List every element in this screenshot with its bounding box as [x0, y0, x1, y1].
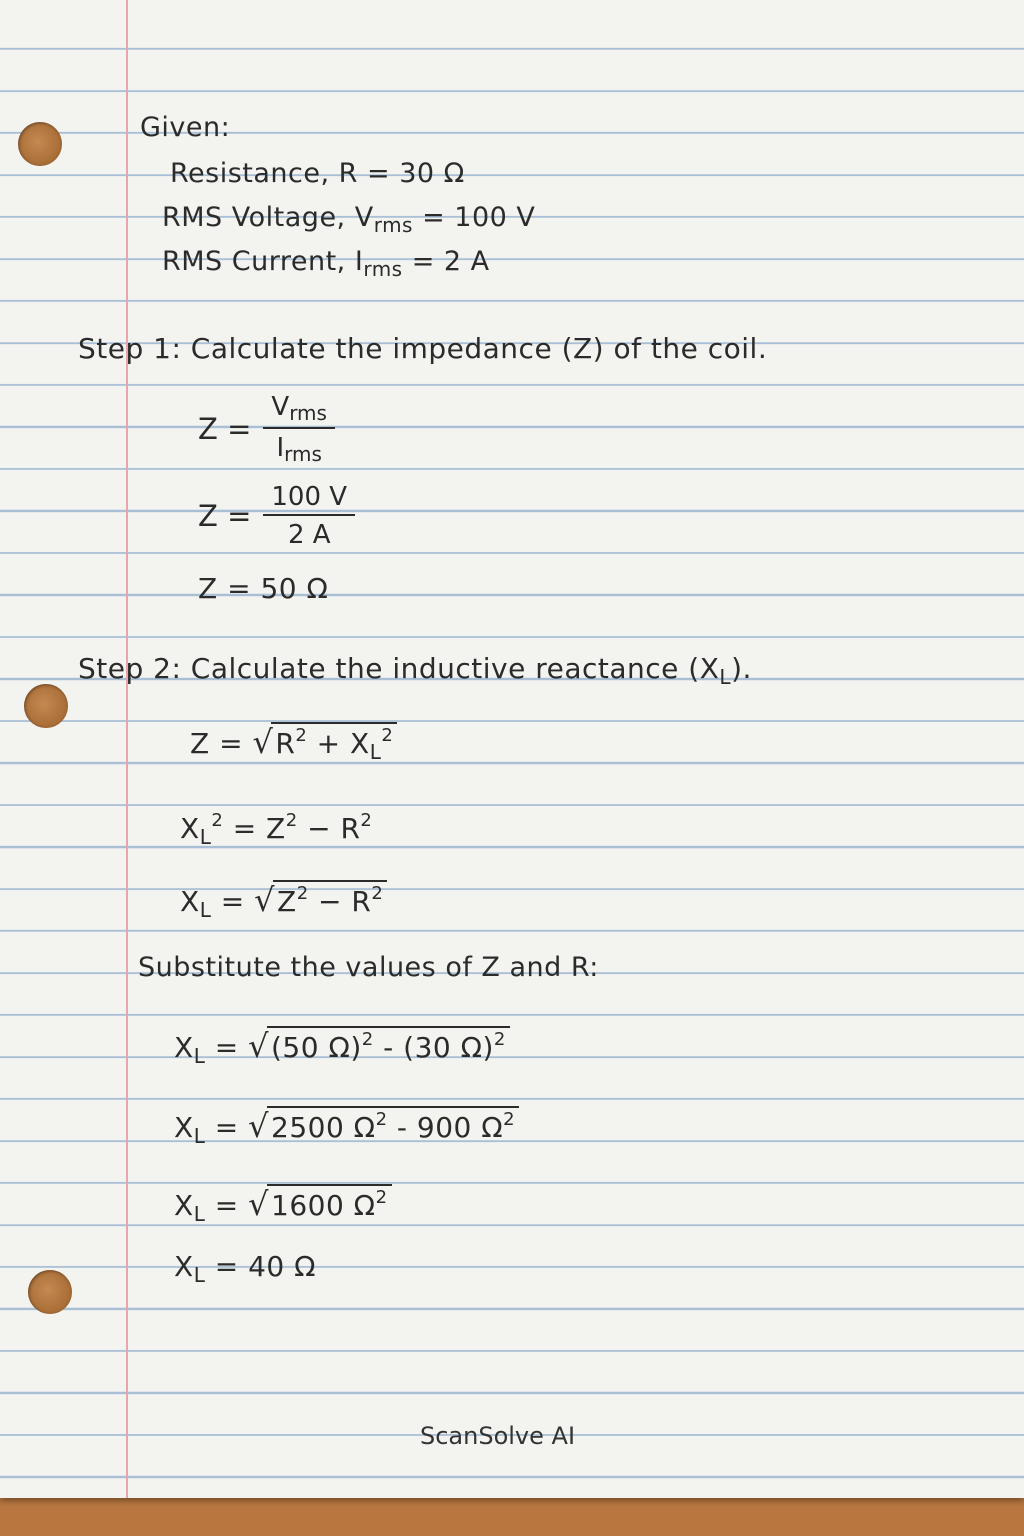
substitution-line-1: $X_L = √(50$ Ω)$^2$ - (30 Ω)$^2$	[174, 1026, 510, 1068]
substitution-line-2: $X_L = √2500$ $\Omega^2 - 900$ $\Omega^2$	[174, 1106, 519, 1148]
impedance-lhs-2: Z =	[198, 499, 252, 533]
fraction-numerator-2: 100 V	[263, 482, 355, 516]
sqrt-icon: √	[254, 881, 275, 919]
punch-hole-middle	[24, 684, 68, 728]
impedance-substitution	[198, 482, 355, 550]
sqrt-icon: √	[248, 1027, 269, 1065]
punch-hole-top	[18, 122, 62, 166]
given-resistance: Resistance, R = 30 Ω	[170, 158, 465, 189]
step1-heading: Step 1: Calculate the impedance (Z) of the coil.	[78, 332, 768, 365]
punch-hole-bottom	[28, 1270, 72, 1314]
margin-line	[126, 0, 128, 1498]
given-title: Given:	[140, 112, 231, 143]
impedance-lhs: Z =	[198, 412, 252, 446]
step2-heading: Step 2: Calculate the inductive reactance $(X_L)$.	[78, 652, 752, 689]
reactance-result: $X_L = 40$ Ω	[174, 1250, 317, 1287]
impedance-result: Z = 50 Ω	[198, 572, 329, 605]
reactance-squared-formula: $X_L^2 = Z^2 - R^2$	[180, 810, 373, 849]
footer-brand: ScanSolve AI	[420, 1422, 576, 1450]
given-voltage: RMS Voltage, $V_{rms} = 100$ V	[162, 202, 536, 237]
given-current: RMS Current, $I_{rms} = 2$ A	[162, 246, 490, 281]
sqrt-icon: √	[248, 1185, 269, 1223]
impedance-formula	[198, 392, 335, 466]
fraction-numerator: $V_{rms}$	[263, 392, 335, 429]
substitute-text: Substitute the values of Z and R:	[138, 952, 599, 983]
reactance-sqrt-formula: $X_L = √Z^2 - R^2$	[180, 880, 387, 922]
sqrt-icon: √	[252, 723, 274, 761]
fraction-denominator-2: 2 A	[287, 520, 331, 550]
impedance-sqrt-formula: $Z = √R^2 + X_L^2$	[190, 722, 397, 763]
substitution-line-3: $X_L = √1600$ $\Omega^2$	[174, 1184, 392, 1226]
sqrt-icon: √	[248, 1107, 269, 1145]
fraction-denominator: $I_{rms}$	[276, 433, 322, 466]
